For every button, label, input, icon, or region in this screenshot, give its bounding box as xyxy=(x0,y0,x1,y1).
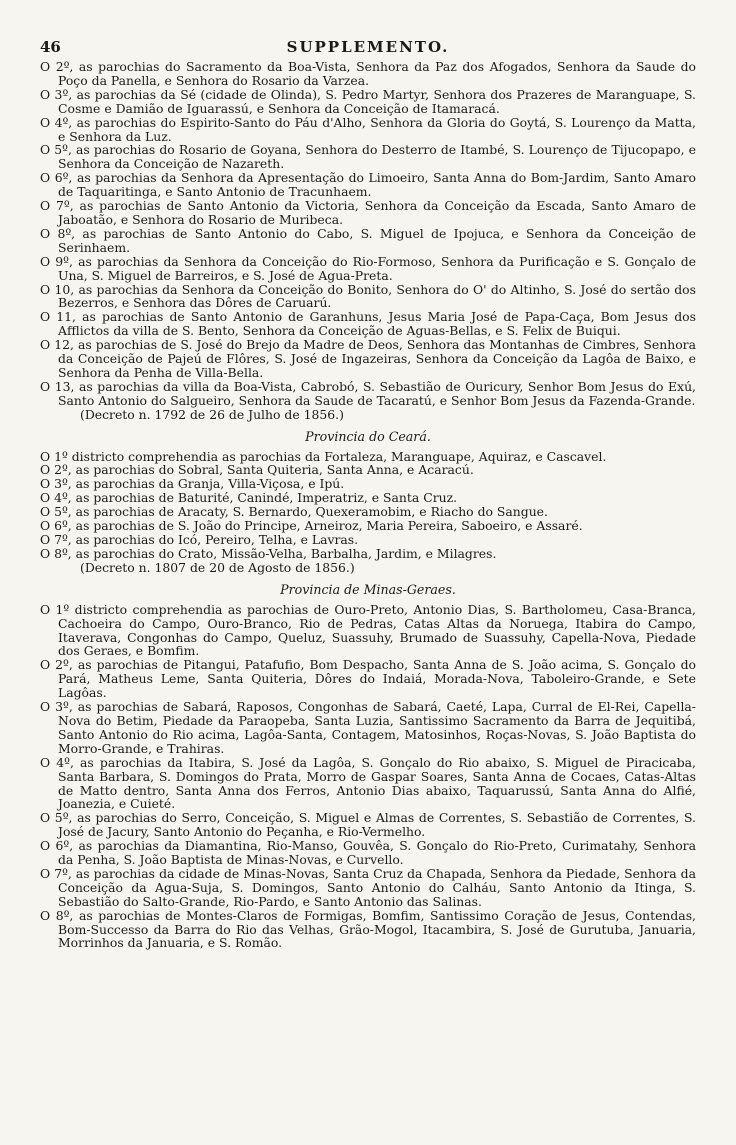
decree-citation: (Decreto n. 1792 de 26 de Julho de 1856.) xyxy=(80,406,344,422)
list-item: O 6º, as parochias da Diamantina, Rio-Manso, Gouvêa, S. Gonçalo do Rio-Preto, Curimatahy, Senhora da Penha, S. João Baptista de Minas-Novas, e Curvello. xyxy=(40,838,696,868)
list-item: O 6º, as parochias da Senhora da Apresentação do Limoeiro, Santa Anna do Bom-Jardim, Santo Amaro de Taquaritinga, e Santo Antonio de Tracunhaem. xyxy=(40,170,696,200)
list-item: O 3º, as parochias da Sé (cidade de Olinda), S. Pedro Martyr, Senhora dos Prazeres de Maranguape, S. Cosme e Damião de Iguarassú, e Senhora da Conceição de Itamaracá. xyxy=(40,86,696,116)
list-item: O 5º, as parochias do Serro, Conceição, S. Miguel e Almas de Correntes, S. Sebastião de Correntes, S. José de Jacury, Santo Antonio do Peçanha, e Rio-Vermelho. xyxy=(40,810,696,840)
section-title: Provincia do Ceará. xyxy=(305,428,431,444)
list-item: O 13, as parochias da villa da Boa-Vista, Cabrobó, S. Sebastião de Ouricury, Senhor Bom Jesus do Exú, Santo Antonio do Salgueiro, Senhora da Saude de Tacaratú, e Senhor Bom Jesus da Fazenda-Grande. xyxy=(40,378,696,408)
page-number: 46 xyxy=(40,38,61,56)
list-item: O 8º, as parochias do Crato, Missão-Velha, Barbalha, Jardim, e Milagres. xyxy=(40,545,497,561)
page-header xyxy=(40,38,696,58)
list-item: O 7º, as parochias da cidade de Minas-Novas, Santa Cruz da Chapada, Senhora da Piedade, Senhora da Conceição da Agua-Suja, S. Domingos, Santo Antonio do Calháu, Santo Antonio da Itinga, S. Sebastião do Salto-Grande, Rio-Pardo, e Santo Antonio das Salinas. xyxy=(40,865,696,909)
list-item: O 1º districto comprehendia as parochias de Ouro-Preto, Antonio Dias, S. Bartholomeu, Casa-Branca, Cachoeira do Campo, Ouro-Branco, Rio de Pedras, Catas Altas da Noruega, Itabira do Campo, Itaverava, Congonhas do Campo, Queluz, Suassuhy, Brumado de Suassuhy, Capella-Nova, Piedade dos Geraes, e Bomfim. xyxy=(40,601,696,659)
list-item: O 7º, as parochias de Santo Antonio da Victoria, Senhora da Conceição da Escada, Santo Amaro de Jaboatão, e Senhora do Rosario de Muribeca. xyxy=(40,198,696,227)
list-item: O 9º, as parochias da Senhora da Conceição do Rio-Formoso, Senhora da Purificação e S. Gonçalo de Una, S. Miguel de Barreiros, e S. José de Agua-Preta. xyxy=(40,253,696,283)
list-item: O 7º, as parochias do Icó, Pereiro, Telha, e Lavras. xyxy=(40,532,359,547)
list-item: O 8º, as parochias de Montes-Claros de Formigas, Bomfim, Santissimo Coração de Jesus, Contendas, Bom-Successo da Barra do Rio das Velhas, Grão-Mogol, Itacambira, S. José de Gurutuba, Januaria, Morrinhos da Januaria, e S. Romão. xyxy=(40,907,696,951)
list-item: O 4º, as parochias do Espirito-Santo do Páu d'Alho, Senhora da Gloria do Goytá, S. Lourenço da Matta, e Senhora da Luz. xyxy=(40,114,696,144)
section-title: Provincia de Minas-Geraes. xyxy=(280,581,456,597)
list-item: O 11, as parochias de Santo Antonio de Garanhuns, Jesus Maria José de Papa-Caça, Bom Jesus dos Afflictos da villa de S. Bento, Senhora da Conceição de Aguas-Bellas, e S. Felix de Buiqui. xyxy=(40,309,696,339)
list-item: O 2º, as parochias do Sacramento da Boa-Vista, Senhora da Paz dos Afogados, Senhora da Saude do Poço da Panella, e Senhora do Rosario da Varzea. xyxy=(40,59,696,88)
list-item: O 8º, as parochias de Santo Antonio do Cabo, S. Miguel de Ipojuca, e Senhora da Conceição de Serinhaem. xyxy=(40,225,696,255)
list-item: O 2º, as parochias de Pitangui, Patafufio, Bom Despacho, Santa Anna de S. João acima, S. Gonçalo do Pará, Matheus Leme, Santa Quiteria, Dôres do Indaiá, Morada-Nova, Taboleiro-Grande, e Sete Lagôas. xyxy=(40,657,696,701)
ceara-section xyxy=(40,430,696,575)
running-title: SUPPLEMENTO. xyxy=(286,38,450,56)
minas-section xyxy=(40,583,696,951)
list-item: O 4º, as parochias de Baturité, Canindé, Imperatriz, e Santa Cruz. xyxy=(40,490,458,506)
list-item: O 4º, as parochias da Itabira, S. José da Lagôa, S. Gonçalo do Rio abaixo, S. Miguel de Piracicaba, Santa Barbara, S. Domingos do Prata, Morro de Gaspar Soares, Santa Anna de Cocaes, Catas-Altas de Matto dentro, Santa Anna dos Ferros, Antonio Dias abaixo, Taquarussú, Santa Anna do Alfié, Joanezia, e Cuieté. xyxy=(40,754,696,812)
list-item: O 1º districto comprehendia as parochias da Fortaleza, Maranguape, Aquiraz, e Cascavel. xyxy=(40,448,607,464)
list-item: O 6º, as parochias de S. João do Principe, Arneiroz, Maria Pereira, Saboeiro, e Assaré. xyxy=(40,518,583,534)
list-item: O 10, as parochias da Senhora da Conceição do Bonito, Senhora do O' do Altinho, S. José do sertão dos Bezerros, e Senhora das Dôres de Caruarú. xyxy=(40,281,696,311)
decree-citation: (Decreto n. 1807 de 20 de Agosto de 1856.) xyxy=(80,559,355,575)
pernambuco-section xyxy=(40,60,696,422)
list-item: O 5º, as parochias de Aracaty, S. Bernardo, Quexeramobim, e Riacho do Sangue. xyxy=(40,504,548,520)
list-item: O 5º, as parochias do Rosario de Goyana, Senhora do Desterro de Itambé, S. Lourenço de Tijucopapo, e Senhora da Conceição de Nazareth. xyxy=(40,142,696,172)
list-item: O 12, as parochias de S. José do Brejo da Madre de Deos, Senhora das Montanhas de Cimbres, Senhora da Conceição de Pajeú de Flôres, S. José de Ingazeiras, Senhora da Conceição da Lagôa de Baixo, e Senhora da Penha de Villa-Bella. xyxy=(40,337,696,380)
list-item: O 2º, as parochias do Sobral, Santa Quiteria, Santa Anna, e Acaracú. xyxy=(40,462,474,478)
list-item: O 3º, as parochias da Granja, Villa-Viçosa, e Ipú. xyxy=(40,476,345,492)
list-item: O 3º, as parochias de Sabará, Raposos, Congonhas de Sabará, Caeté, Lapa, Curral de El-Rei, Capella-Nova do Betim, Piedade da Paraopeba, Santa Luzia, Santissimo Sacramento da Barra de Jequitibá, Santo Antonio do Rio acima, Lagôa-Santa, Contagem, Matosinhos, Roças-Novas, S. João Baptista do Morro-Grande, e Trahiras. xyxy=(40,699,696,756)
